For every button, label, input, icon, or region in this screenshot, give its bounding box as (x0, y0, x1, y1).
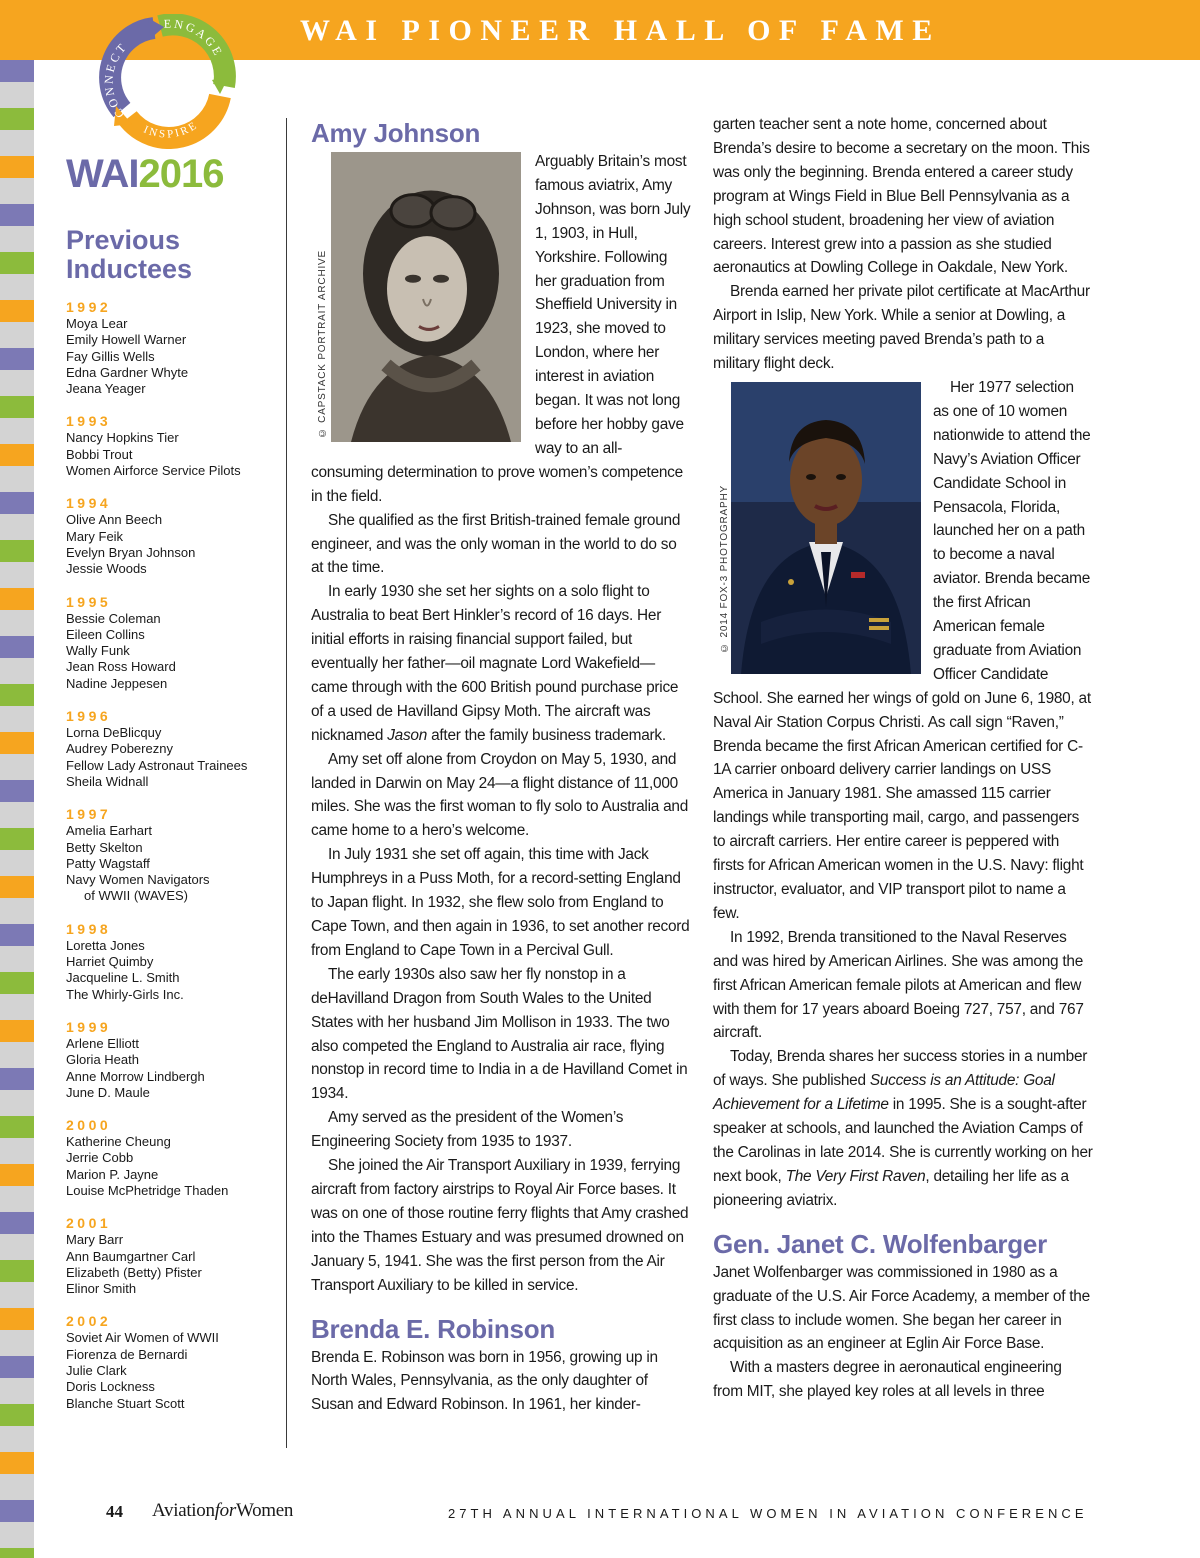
aircraft-nickname: Jason (387, 726, 428, 744)
brenda-paragraph-1-cont: garten teacher sent a note home, concerned about Brenda’s desire to become a secretary on the moon. This was only the beginning. Brenda entered a career study program at Wings Field in Blue Bell Pennsylvania as a high school student, broadening her view of aviation careers. Interest grew into a passion as she studied aeronautics at Dowling College in Oakdale, New York. (713, 116, 1090, 277)
inductee-name: Women Airforce Service Pilots (66, 463, 241, 479)
brenda-photo-credit: © 2014 FOX-3 PHOTOGRAPHY (719, 485, 730, 653)
inductee-name: Mary Feik (66, 528, 124, 544)
inductee-name: Elinor Smith (66, 1281, 137, 1297)
amy-photo-credit: © CAPSTACK PORTRAIT ARCHIVE (317, 249, 328, 438)
inductee-year: 1992 (66, 299, 112, 315)
inductee-name: Audrey Poberezny (66, 741, 173, 757)
inductee-year-group (66, 494, 281, 577)
article-column-left (311, 118, 691, 1417)
inductee-name: Mary Barr (66, 1232, 124, 1248)
inductee-name: Jeana Yeager (66, 381, 146, 397)
inductee-name: Edna Gardner Whyte (66, 364, 189, 380)
amy-paragraph-7: Amy served as the president of the Women’s Engineering Society from 1935 to 1937. (311, 1109, 624, 1151)
janet-paragraph-1: Janet Wolfenbarger was commissioned in 1980 as a graduate of the U.S. Air Force Academy, a member of the first class to include women. She began her career in acquisition as an engineer at Eglin Air Force Base. (713, 1263, 1090, 1353)
inductee-name: Julie Clark (66, 1363, 127, 1379)
inductee-name: Louise McPhetridge Thaden (66, 1182, 229, 1198)
inductee-name: Harriet Quimby (66, 954, 154, 970)
inductee-year-group (66, 593, 281, 692)
inductee-name: Anne Morrow Lindbergh (66, 1068, 205, 1084)
inductee-name: Jessie Woods (66, 561, 147, 577)
wai-text: WAI (66, 152, 139, 196)
side-color-stripe (0, 60, 34, 1558)
inductee-name: Blanche Stuart Scott (66, 1395, 185, 1411)
inductee-name: Jacqueline L. Smith (66, 970, 180, 986)
inductee-list (66, 298, 281, 1427)
page-number: 44 (106, 1502, 123, 1521)
inductee-year: 1999 (66, 1018, 112, 1035)
inductee-name: Loretta Jones (66, 937, 145, 953)
amy-paragraph-6: The early 1930s also saw her fly nonstop in a deHavilland Dragon from South Wales to the United States with her husband Jim Mollison in 1933. The two also competed the England to Australia air race, flying nonstop in record time to India in a de Havilland Comet in 1934. (311, 965, 688, 1103)
logo-word-engage: ENGAGE (163, 16, 226, 60)
brenda-paragraph-1-start: Brenda E. Robinson was born in 1956, growing up in North Wales, Pennsylvania, as the only daughter of Susan and Edward Robinson. In 1961, her kinder- (311, 1348, 658, 1414)
inductee-name: Katherine Cheung (66, 1134, 171, 1150)
wai-2016-wordmark (66, 152, 224, 197)
logo-word-inspire: INSPIRE (141, 118, 201, 141)
inductee-year: 1995 (66, 593, 112, 610)
inductee-year: 1998 (66, 920, 112, 937)
inductee-name: of WWII (WAVES) (84, 888, 188, 904)
inductee-year: 1997 (66, 806, 112, 823)
inductee-name: Jerrie Cobb (66, 1150, 134, 1166)
amy-text-3-end: after the family business trademark. (431, 726, 666, 744)
janet-wolfenbarger-title: Gen. Janet C. Wolfenbarger (713, 1228, 1047, 1259)
inductee-year-group (66, 1018, 281, 1101)
brenda-robinson-title: Brenda E. Robinson (311, 1313, 555, 1344)
inductee-name: Elizabeth (Betty) Pfister (66, 1264, 202, 1280)
inductee-year: 2000 (66, 1117, 112, 1134)
brenda-paragraph-5: Today, Brenda shares her success stories in a number of ways. She published Success is an Attitude: Goal Achievement for a Lifetime in 1995. She is a sought-after speaker at schools, and launched the Aviation Camps of the Carolinas in late 2014. She is currently working on her next book, The Very First Raven, detailing her life as a pioneering aviatrix. (713, 1048, 1093, 1209)
amy-paragraph-4: Amy set off alone from Croydon on May 5, 1930, and landed in Darwin on May 24—a flight distance of 11,000 miles. She was the first woman to fly solo to Australia and came home to a hero’s welcome. (311, 750, 689, 840)
inductee-name: Jean Ross Howard (66, 659, 176, 675)
inductee-year-group (66, 412, 281, 479)
inductee-name: Patty Wagstaff (66, 855, 150, 871)
amy-paragraph-3 (311, 580, 691, 747)
janet-paragraph-2: With a masters degree in aeronautical engineering from MIT, she played key roles at all levels in three (713, 1359, 1062, 1401)
inductee-year: 1994 (66, 495, 112, 512)
amy-johnson-title: Amy Johnson (311, 118, 481, 148)
brenda-text-3: Her 1977 selection as one of 10 women nationwide to attend the Navy’s Aviation Officer Candidate School in Pensacola, Florida, launched her on a path to become a naval aviator. Brenda became the first African American female graduate from Aviation Officer Candidate School. She earned her wings of gold on June 6, 1980, at Naval Air Station Corpus Christi. As call sign “Raven,” Brenda became the first African American certified for C-1A carrier onboard delivery carrier landings on USS America in January 1981. She amassed 115 carrier landings while transporting mail, cargo, and passengers to aircraft carriers. Her entire career is peppered with firsts for African American women in the U.S. Navy: flight instructor, evaluator, and VIP transport pilot to name a few. (713, 378, 1091, 922)
brenda-robinson-photo (713, 382, 921, 674)
sidebar-heading: Previous Inductees (66, 225, 193, 284)
inductee-name: Bobbi Trout (66, 446, 133, 462)
amy-text-1: Arguably Britain’s most famous aviatrix, Amy Johnson, was born July 1, 1903, in Hull, Yorkshire. Following her graduation from Sheffield University in 1923, she moved to London, where her interest in aviation began. It was not long before her hobby gave way to an all-consuming determination to prove women’s competence in the field. (311, 153, 691, 505)
inductee-name: Nancy Hopkins Tier (66, 430, 179, 446)
article-column-right (713, 113, 1093, 1404)
inductee-name: Evelyn Bryan Johnson (66, 544, 196, 560)
wai-logo (92, 14, 242, 149)
inductee-name: Soviet Air Women of WWII (66, 1330, 219, 1346)
inductee-name: Arlene Elliott (66, 1035, 139, 1051)
inductee-year: 2001 (66, 1215, 112, 1232)
sidebar-divider (286, 118, 287, 1448)
brenda-paragraph-2: Brenda earned her private pilot certificate at MacArthur Airport in Islip, New York. While a senior at Dowling, a military services meeting paved Brenda’s path to a military flight deck. (713, 283, 1090, 373)
inductee-name: Lorna DeBlicquy (66, 725, 162, 741)
brenda-portrait-image (731, 382, 921, 674)
inductee-name: Olive Ann Beech (66, 512, 163, 528)
inductee-name: Navy Women Navigators (66, 872, 210, 888)
inductee-name: Betty Skelton (66, 839, 143, 855)
amy-text-3: In early 1930 she set her sights on a solo flight to Australia to beat Bert Hinkler’s record of 16 days. Her initial efforts in raising financial support failed, but eventually her father—oil magnate Lord Wakefield—came through with the 600 British pound purchase price of a used de Havilland Gipsy Moth. The aircraft was nicknamed (311, 583, 679, 744)
amy-portrait-image (331, 152, 521, 442)
inductee-year-group (66, 1116, 281, 1199)
year-text: 2016 (138, 152, 224, 196)
inductee-year-group (66, 1214, 281, 1297)
logo-word-connect: CONNECT (101, 39, 131, 121)
inductee-name: Gloria Heath (66, 1052, 139, 1068)
inductee-year-group (66, 298, 281, 397)
inductee-year-group (66, 920, 281, 1003)
inductee-name: June D. Maule (66, 1084, 150, 1100)
inductee-name: Eileen Collins (66, 626, 145, 642)
inductee-name: Marion P. Jayne (66, 1166, 159, 1182)
conference-name: 27TH ANNUAL INTERNATIONAL WOMEN IN AVIATION CONFERENCE (448, 1506, 1088, 1521)
inductee-name: Fiorenza de Bernardi (66, 1346, 188, 1362)
amy-paragraph-2: She qualified as the first British-trained female ground engineer, and was the only woman in the world to do so at the time. (311, 511, 681, 577)
inductee-name: Amelia Earhart (66, 823, 152, 839)
inductee-name: The Whirly-Girls Inc. (66, 986, 184, 1002)
brenda-paragraph-4: In 1992, Brenda transitioned to the Naval Reserves and was hired by American Airlines. She was among the first African American female pilots at American and flew with them for 17 years aboard Boeing 727, 757, and 767 aircraft. (713, 928, 1084, 1042)
inductee-name: Moya Lear (66, 316, 128, 331)
inductee-year-group (66, 805, 281, 904)
inductee-name: Emily Howell Warner (66, 332, 187, 348)
inductee-name: Nadine Jeppesen (66, 675, 168, 691)
inductee-year-group (66, 707, 281, 790)
amy-johnson-photo (311, 152, 521, 442)
header-title: WAI PIONEER HALL OF FAME (300, 14, 941, 47)
inductee-name: Fay Gillis Wells (66, 348, 155, 364)
inductee-name: Sheila Widnall (66, 773, 149, 789)
amy-paragraph-1 (311, 150, 691, 509)
brenda-paragraph-3 (713, 376, 1093, 926)
book-title-success: Success is an Attitude: Goal Achievement for a Lifetime (713, 1072, 1055, 1114)
inductee-name: Doris Lockness (66, 1379, 155, 1395)
inductee-year-group (66, 1312, 281, 1411)
inductee-name: Ann Baumgartner Carl (66, 1248, 196, 1264)
inductee-name: Wally Funk (66, 643, 130, 659)
inductee-name: Fellow Lady Astronaut Trainees (66, 757, 248, 773)
book-title-raven: The Very First Raven (785, 1167, 926, 1185)
magazine-name: AviationforWomen (152, 1500, 294, 1521)
inductee-name: Bessie Coleman (66, 610, 161, 626)
inductee-year: 1993 (66, 413, 112, 430)
inductee-year: 1996 (66, 708, 112, 725)
amy-paragraph-8: She joined the Air Transport Auxiliary in 1939, ferrying aircraft from factory airstrips to Royal Air Force bases. It was on one of those routine ferry flights that Amy crashed into the Thames Estuary and was presumed drowned on January 5, 1941. She was the first person from the Air Transport Auxiliary to be killed in service. (311, 1157, 689, 1294)
amy-paragraph-5: In July 1931 she set off again, this time with Jack Humphreys in a Puss Moth, for a record-setting England to Japan flight. In 1932, she flew solo from England to Cape Town, and then again in 1936, to set another record from England to Cape Town in a Percival Gull. (311, 846, 690, 959)
inductee-year: 2002 (66, 1313, 112, 1330)
